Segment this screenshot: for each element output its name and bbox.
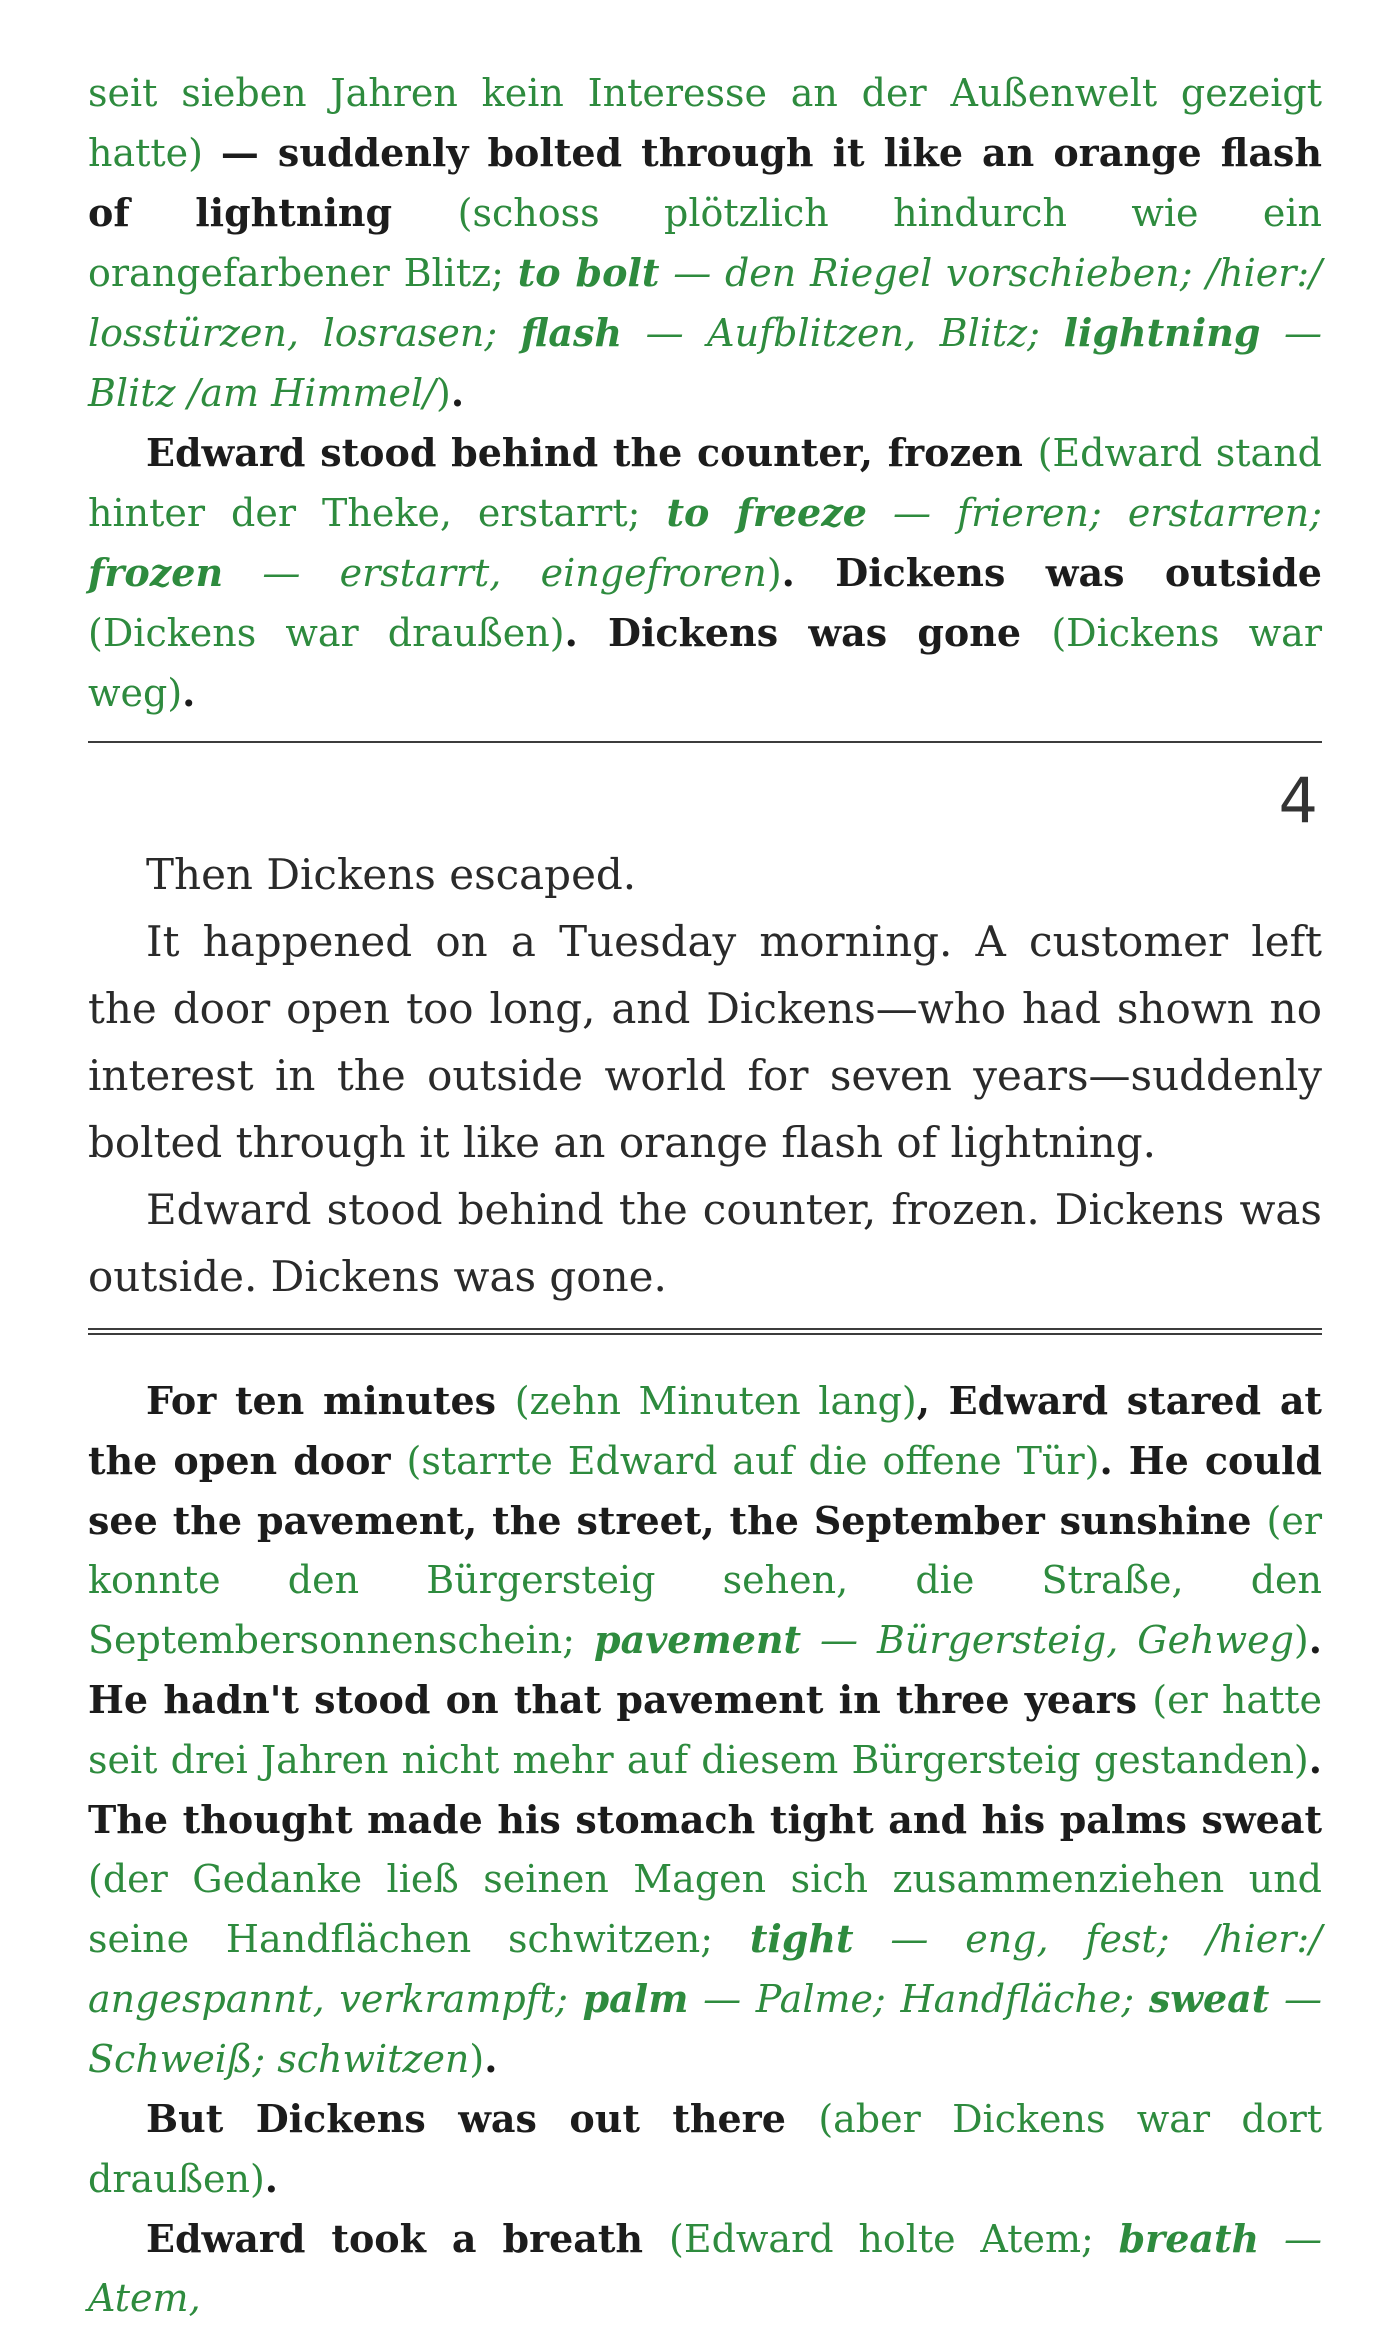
original-paragraph: It happened on a Tuesday morning. A customer left the door open too long, and Dickens—who had shown no interest in the outside world for seven years—suddenly bolted through it like an orange flash of lightning. bbox=[88, 917, 1322, 1167]
german-gloss: (zehn Minuten lang) bbox=[514, 1379, 917, 1423]
bilingual-paragraph bbox=[88, 423, 1322, 723]
bilingual-paragraph bbox=[88, 2089, 1322, 2209]
glossary-term: flash bbox=[520, 310, 623, 355]
german-gloss: ) bbox=[469, 2037, 485, 2081]
english-text: . bbox=[264, 2156, 279, 2201]
glossary-term: lightning bbox=[1063, 310, 1261, 355]
english-text: For ten minutes bbox=[146, 1378, 515, 1423]
english-text: . Dickens was gone bbox=[564, 610, 1052, 655]
german-gloss: (er konnte den Bürgersteig sehen, die Straße, den Septembersonnenschein; bbox=[88, 1499, 1322, 1662]
original-paragraph: Then Dickens escaped. bbox=[146, 850, 637, 899]
german-gloss: ) bbox=[1293, 1618, 1309, 1662]
german-gloss-italic: — eng, fest; /hier:/ angespannt, verkrampft; bbox=[88, 1917, 1323, 2021]
section-divider bbox=[88, 741, 1322, 743]
german-gloss-italic: — erstarrt, eingefroren bbox=[223, 551, 767, 595]
english-text: . bbox=[182, 670, 196, 715]
glossary-term: breath bbox=[1118, 2216, 1260, 2261]
german-gloss-italic: — Blitz /am Himmel/ bbox=[88, 311, 1322, 415]
german-gloss: (der Gedanke ließ seinen Magen sich zusammenziehen und seine Handflächen schwitzen; bbox=[88, 1857, 1322, 1961]
german-gloss-italic: — Schweiß; schwitzen bbox=[88, 1977, 1323, 2081]
english-text: . bbox=[484, 2036, 498, 2081]
glossary-term: to freeze bbox=[666, 490, 867, 535]
english-text: . He hadn't stood on that pavement in three years bbox=[88, 1617, 1322, 1722]
english-text: . Dickens was outside bbox=[781, 550, 1322, 595]
glossary-term: to bolt bbox=[517, 250, 660, 295]
glossary-term: frozen bbox=[88, 550, 224, 595]
english-text: But Dickens was out there bbox=[146, 2096, 819, 2141]
english-text: . The thought made his stomach tight and his palms sweat bbox=[88, 1737, 1322, 1842]
german-gloss: (aber Dickens war dort draußen) bbox=[88, 2097, 1323, 2201]
english-text: Edward took a breath bbox=[146, 2216, 670, 2261]
original-paragraph: Edward stood behind the counter, frozen. Dickens was outside. Dickens was gone. bbox=[88, 1185, 1322, 1301]
german-gloss-italic: — Bürgersteig, Gehweg bbox=[801, 1618, 1294, 1662]
bilingual-paragraph bbox=[88, 2209, 1322, 2328]
german-gloss: ) bbox=[435, 371, 451, 415]
german-gloss-italic: — Aufblitzen, Blitz; bbox=[622, 311, 1064, 355]
german-gloss: ) bbox=[766, 551, 782, 595]
glossary-term: palm bbox=[582, 1976, 689, 2021]
english-text: . He could see the pavement, the street, the September sunshine bbox=[88, 1438, 1322, 1543]
german-gloss: (Edward stand hinter der Theke, erstarrt; bbox=[88, 431, 1322, 535]
bilingual-paragraph bbox=[88, 64, 1322, 423]
glossary-term: pavement bbox=[594, 1617, 802, 1662]
german-gloss-italic: — Atem, bbox=[88, 2217, 1322, 2320]
reader-page bbox=[88, 64, 1322, 2328]
chapter-number: 4 bbox=[1278, 764, 1318, 837]
glossary-term: tight bbox=[749, 1916, 854, 1961]
glossary-term: sweat bbox=[1148, 1976, 1270, 2021]
english-text: . bbox=[450, 370, 465, 415]
german-gloss: (schoss plötzlich hindurch wie ein orangefarbener Blitz; bbox=[88, 191, 1322, 295]
german-gloss: (Dickens war draußen) bbox=[88, 611, 565, 655]
english-text: — suddenly bolted through it like an orange flash of lightning bbox=[88, 130, 1323, 235]
german-gloss-italic: — Palme; Handfläche; bbox=[688, 1977, 1149, 2021]
german-gloss: (Edward holte Atem; bbox=[669, 2217, 1119, 2261]
section-double-divider bbox=[88, 1328, 1322, 1335]
german-gloss-italic: — den Riegel vorschieben; /hier:/ losstürzen, losrasen; bbox=[88, 251, 1322, 355]
german-gloss: seit sieben Jahren kein Interesse an der Außenwelt gezeigt hatte) bbox=[88, 71, 1322, 175]
german-gloss: (starrte Edward auf die offene Tür) bbox=[406, 1439, 1100, 1483]
german-gloss: (Dickens war weg) bbox=[88, 611, 1322, 715]
german-gloss-italic: — frieren; erstarren; bbox=[866, 491, 1322, 535]
english-text: Edward stood behind the counter, frozen bbox=[146, 430, 1038, 475]
bilingual-paragraph bbox=[88, 1371, 1322, 2089]
german-gloss: (er hatte seit drei Jahren nicht mehr auf diesem Bürgersteig gestanden) bbox=[88, 1678, 1323, 1782]
english-text: , Edward stared at the open door bbox=[88, 1378, 1322, 1483]
